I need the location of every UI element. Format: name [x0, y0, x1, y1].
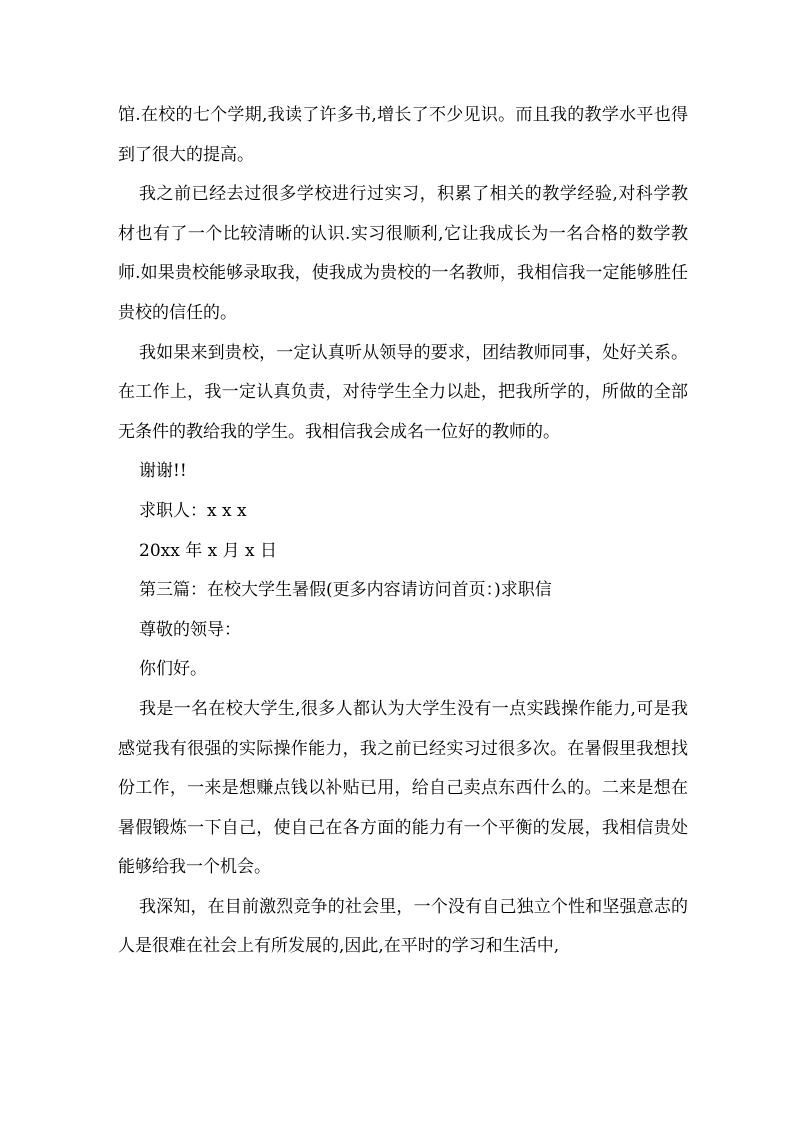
section-heading: 第三篇：在校大学生暑假(更多内容请访问首页：)求职信	[139, 580, 552, 601]
paragraph-competition: 我深知，在目前激烈竞争的社会里，一个没有自己独立个性和坚强意志的人是很难在社会上有所发展的,因此,在平时的学习和生活中,	[118, 896, 688, 957]
letter-date: 20xx 年 x 月 x 日	[139, 540, 278, 561]
greeting: 你们好。	[139, 659, 207, 680]
closing-thanks: 谢谢!!	[139, 461, 187, 482]
salutation: 尊敬的领导：	[139, 619, 241, 640]
paragraph-continuation: 馆.在校的七个学期,我读了许多书,增长了不少见识。而且我的教学水平也得到了很大的提高。	[118, 105, 688, 165]
paragraph-introduction: 我是一名在校大学生,很多人都认为大学生没有一点实践操作能力,可是我感觉我有很强的实际操作能力，我之前已经实习过很多次。在暑假里我想找份工作，一来是想赚点钱以补贴已用，给自己卖点东西什么的。二来是想在暑假锻炼一下自己，使自己在各方面的能力有一个平衡的发展，我相信贵处能够给我一个机会。	[118, 698, 688, 878]
document-body	[118, 96, 688, 967]
applicant-signature: 求职人：x x x	[139, 500, 247, 521]
paragraph-commitment: 我如果来到贵校，一定认真听从领导的要求，团结教师同事，处好关系。在工作上，我一定认真负责，对待学生全力以赴，把我所学的，所做的全部无条件的教给我的学生。我相信我会成名一位好的教师的。	[118, 342, 688, 442]
paragraph-experience: 我之前已经去过很多学校进行过实习，积累了相关的教学经验,对科学教材也有了一个比较清晰的认识.实习很顺利,它让我成长为一名合格的数学教师.如果贵校能够录取我，使我成为贵校的一名教师，我相信我一定能够胜任贵校的信任的。	[118, 184, 688, 323]
